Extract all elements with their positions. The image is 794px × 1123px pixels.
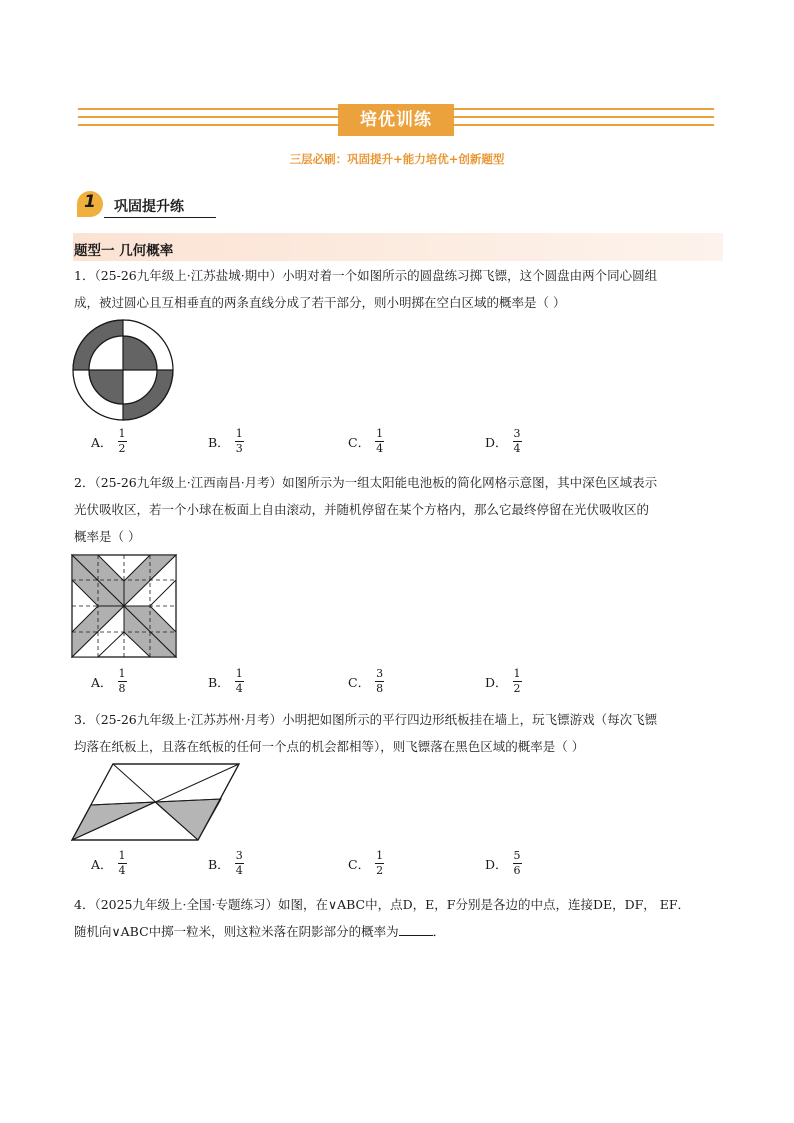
section-title: 巩固提升练 <box>114 199 184 215</box>
banner-subtitle: 三层必刷：巩固提升+能力培优+创新题型 <box>289 152 505 166</box>
banner-title: 培优训练 <box>338 104 454 136</box>
q2-option-d[interactable]: D． $\frac{1}{2}$ <box>485 667 521 695</box>
question-4-line-1: 4．（2025九年级上·全国·专题练习）如图，在∨ABC中，点D，E，F分别是各边的中点，连接DE，DF， EF． <box>74 897 691 912</box>
dartboard-figure <box>71 318 175 422</box>
question-1 <box>74 262 724 316</box>
question-4 <box>74 891 724 945</box>
q1-option-b[interactable]: B． $\frac{1}{3}$ <box>208 427 243 455</box>
q1-option-a[interactable]: A． $\frac{1}{2}$ <box>91 427 126 455</box>
q3-option-c[interactable]: C． $\frac{1}{2}$ <box>348 849 384 877</box>
q2-option-a[interactable]: A． $\frac{1}{8}$ <box>91 667 126 695</box>
question-1-line-2: 成，被过圆心且互相垂直的两条直线分成了若干部分，则小明掷在空白区域的概率是（ ） <box>74 295 566 310</box>
question-3-line-2: 均落在纸板上，且落在纸板的任何一个点的机会都相等），则飞镖落在黑色区域的概率是（ ） <box>74 739 585 754</box>
q2-option-c[interactable]: C． $\frac{3}{8}$ <box>348 667 384 695</box>
question-3-line-1: 3．（25-26九年级上·江苏苏州·月考）小明把如图所示的平行四边形纸板挂在墙上，玩飞镖游戏（每次飞镖 <box>74 712 658 727</box>
solar-grid-figure <box>71 554 179 660</box>
question-1-line-1: 1．（25-26九年级上·江苏盐城·期中）小明对着一个如图所示的圆盘练习掷飞镖，这个圆盘由两个同心圆组 <box>74 268 658 283</box>
question-2-line-3: 概率是（ ） <box>74 529 141 544</box>
question-4-line-2: 随机向∨ABC中掷一粒米，则这粒米落在阴影部分的概率为 ． <box>74 924 446 939</box>
section-number: 1 <box>84 192 96 212</box>
question-2 <box>74 469 724 550</box>
q1-option-d[interactable]: D． $\frac{3}{4}$ <box>485 427 521 455</box>
question-3 <box>74 706 724 760</box>
answer-blank[interactable] <box>399 923 433 936</box>
q2-option-b[interactable]: B． $\frac{1}{4}$ <box>208 667 243 695</box>
parallelogram-figure <box>71 763 241 843</box>
q1-option-c[interactable]: C． $\frac{1}{4}$ <box>348 427 384 455</box>
question-2-line-2: 光伏吸收区，若一个小球在板面上自由滚动，并随机停留在某个方格内，那么它最终停留在光伏吸收区的 <box>74 502 650 517</box>
section-underline <box>104 217 216 218</box>
q3-option-a[interactable]: A． $\frac{1}{4}$ <box>91 849 126 877</box>
q3-option-b[interactable]: B． $\frac{3}{4}$ <box>208 849 243 877</box>
question-2-line-1: 2．（25-26九年级上·江西南昌·月考）如图所示为一组太阳能电池板的简化网格示意图，其中深色区域表示 <box>74 475 658 490</box>
q3-option-d[interactable]: D． $\frac{5}{6}$ <box>485 849 521 877</box>
type-heading: 题型一 几何概率 <box>74 243 174 259</box>
